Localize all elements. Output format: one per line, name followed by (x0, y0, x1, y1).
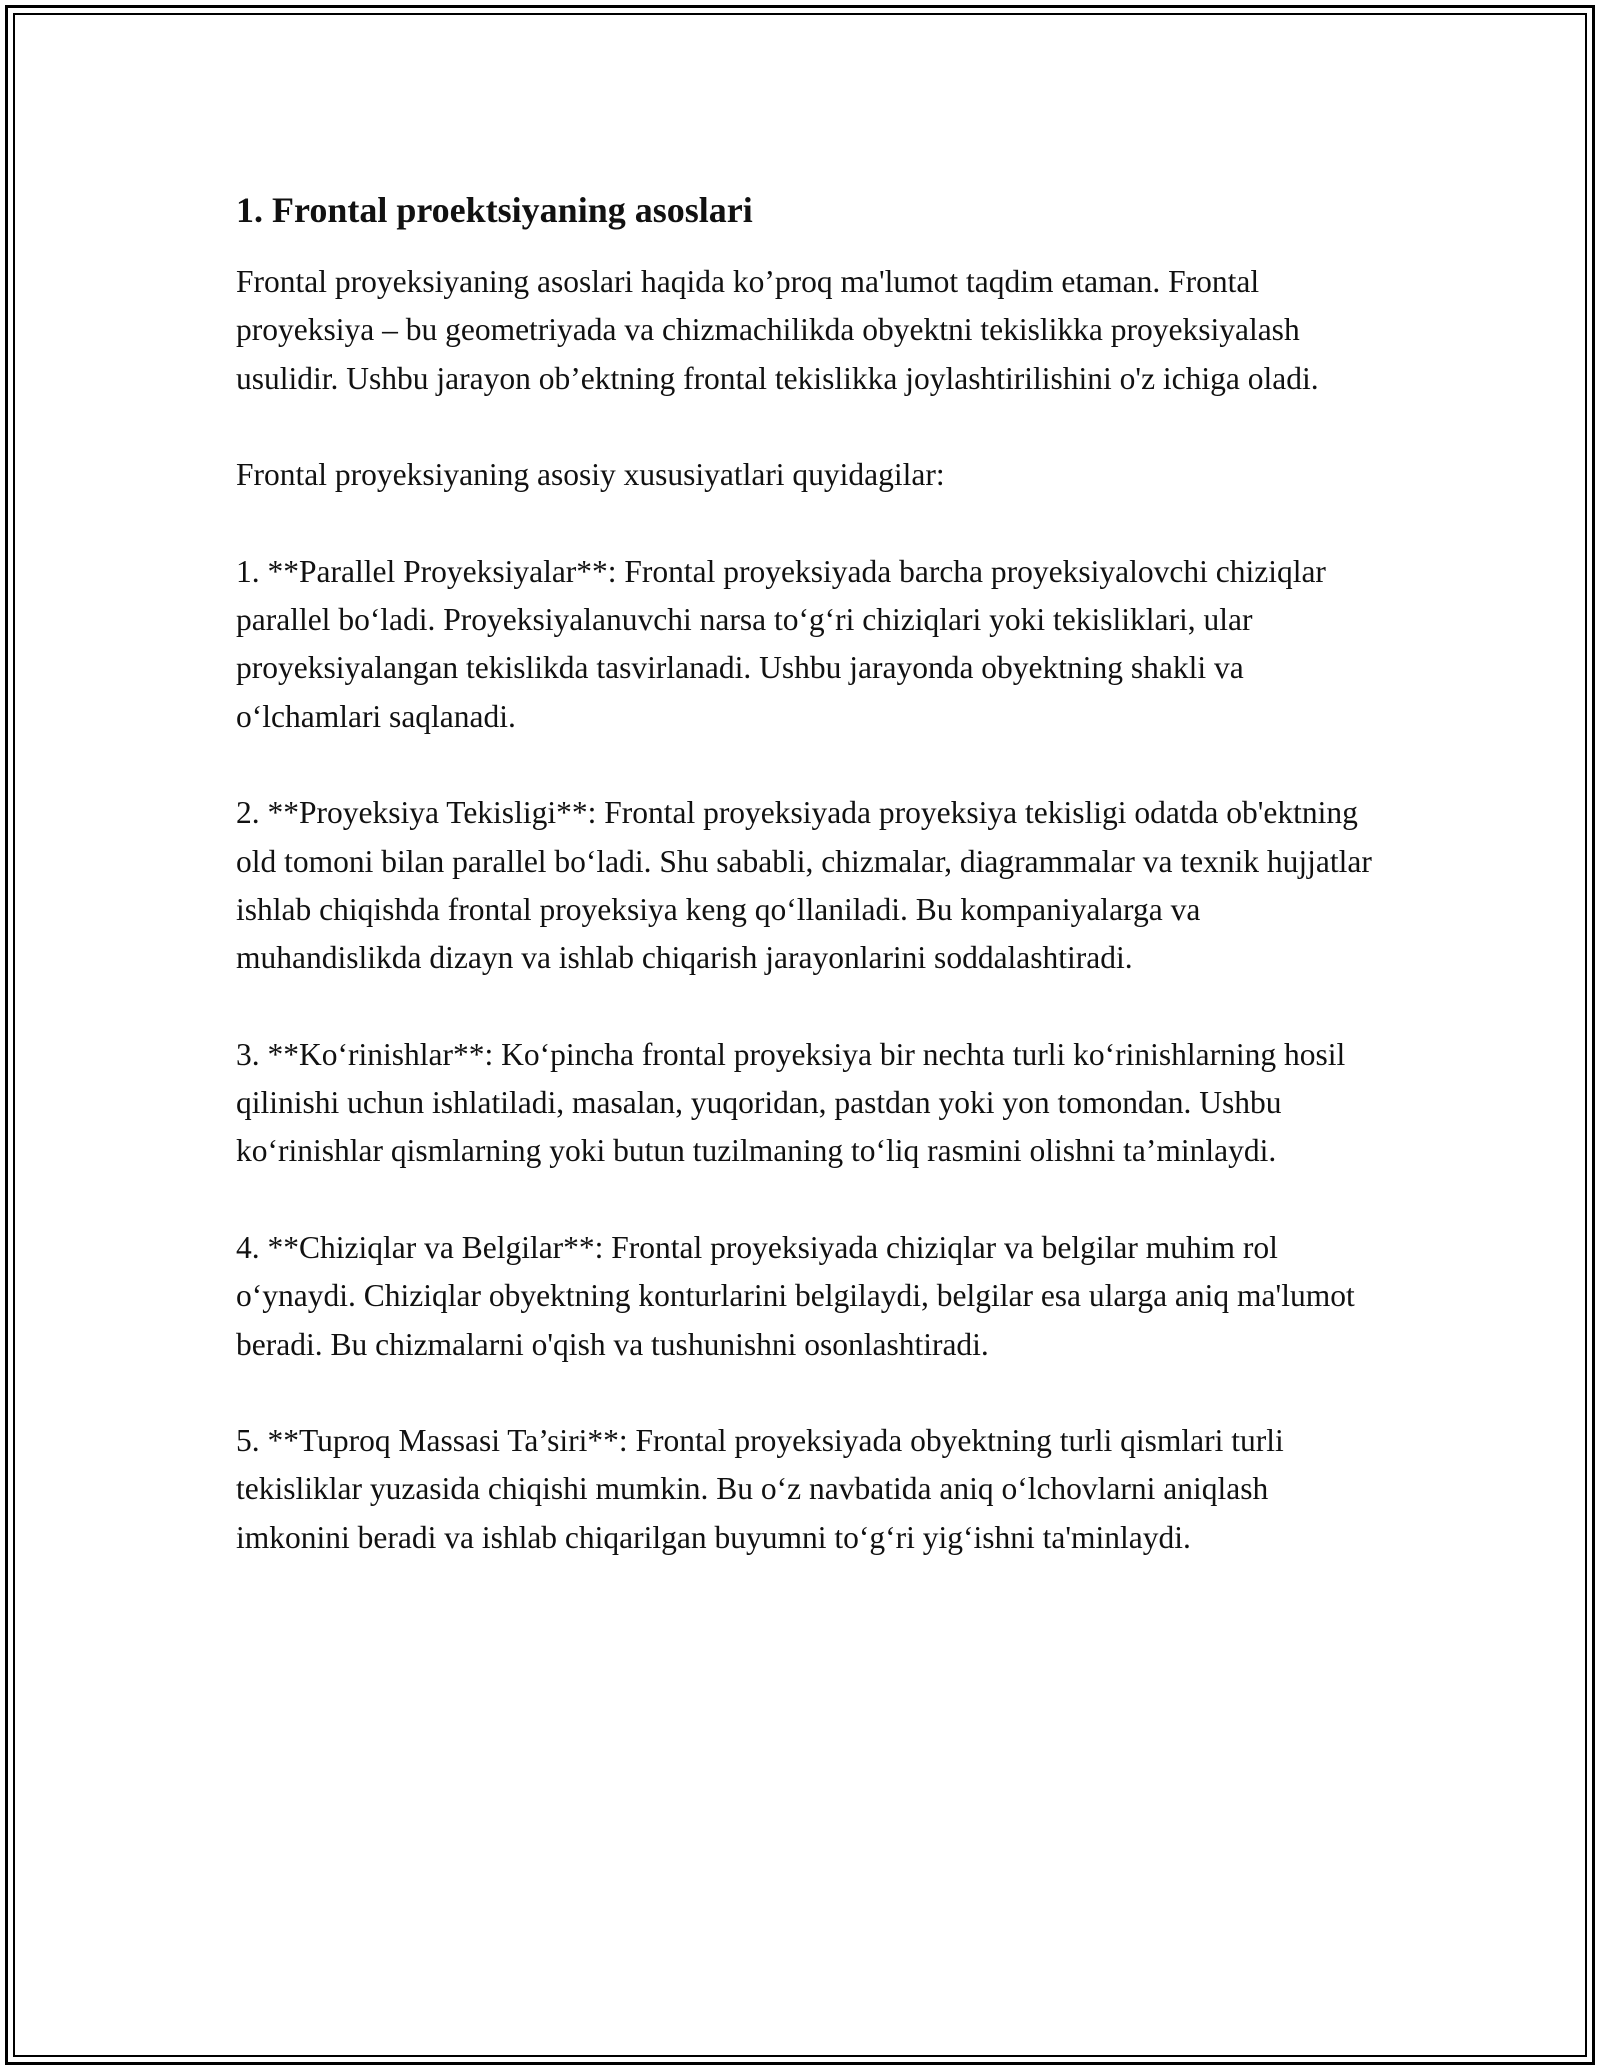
page-title: 1. Frontal proektsiyaning asoslari (236, 190, 753, 230)
list-item-views: 3. **Ko‘rinishlar**: Ko‘pincha frontal proyeksiya bir nechta turli ko‘rinishlarning hosil qilinishi uchun ishlatiladi, masalan, yuqoridan, pastdan yoki yon tomondan. Ushbu ko‘rinishlar qismlarning yoki butun tuzilmaning to‘liq rasmini olishni ta’minlaydi. (236, 1036, 1346, 1169)
list-item-lines-and-symbols: 4. **Chiziqlar va Belgilar**: Frontal proyeksiyada chiziqlar va belgilar muhim rol o‘ynaydi. Chiziqlar obyektning konturlarini belgilaydi, belgilar esa ularga aniq ma'lumot beradi. Bu chizmalarni o'qish va tushunishni osonlashtiradi. (236, 1229, 1355, 1362)
document-page (236, 186, 1376, 1610)
list-item-projection-plane: 2. **Proyeksiya Tekisligi**: Frontal proyeksiyada proyeksiya tekisligi odatda ob'ektning old tomoni bilan parallel bo‘ladi. Shu sababli, chizmalar, diagrammalar va texnik hujjatlar ishlab chiqishda frontal proyeksiya keng qo‘llaniladi. Bu kompaniyalarga va muhandislikda dizayn va ishlab chiqarish jarayonlarini soddalashtiradi. (236, 795, 1372, 976)
paragraph-features-lead: Frontal proyeksiyaning asosiy xususiyatlari quyidagilar: (236, 457, 945, 493)
list-item-soil-mass-effect: 5. **Tuproq Massasi Ta’siri**: Frontal proyeksiyada obyektning turli qismlari turli tekisliklar yuzasida chiqishi mumkin. Bu o‘z navbatida aniq o‘lchovlarni aniqlash imkonini beradi va ishlab chiqarilgan buyumni to‘g‘ri yig‘ishni ta'minlaydi. (236, 1423, 1284, 1555)
paragraph-intro: Frontal proyeksiyaning asoslari haqida ko’proq ma'lumot taqdim etaman. Frontal proyeksiya – bu geometriyada va chizmachilikda obyektni tekislikka proyeksiyalash usulidir. Ushbu jarayon ob’ektning frontal tekislikka joylashtirilishini o'z ichiga oladi. (236, 264, 1319, 396)
list-item-parallel-projections: 1. **Parallel Proyeksiyalar**: Frontal proyeksiyada barcha proyeksiyalovchi chiziqlar parallel bo‘ladi. Proyeksiyalanuvchi narsa to‘g‘ri chiziqlari yoki tekisliklari, ular proyeksiyalangan tekislikda tasvirlanadi. Ushbu jarayonda obyektning shakli va o‘lchamlari saqlanadi. (236, 553, 1326, 734)
